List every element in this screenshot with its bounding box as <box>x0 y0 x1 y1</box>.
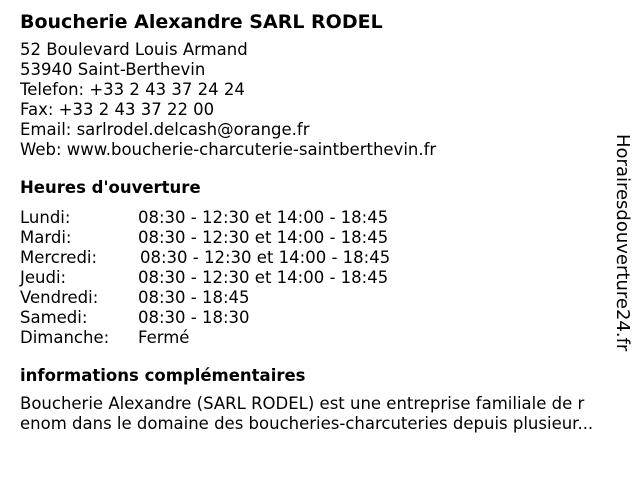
business-card <box>20 8 620 434</box>
contact-details <box>20 40 620 160</box>
hours-row-friday <box>20 288 620 308</box>
fax-text: Fax: +33 2 43 37 22 00 <box>20 100 215 119</box>
hours-row-tuesday <box>20 228 620 248</box>
day-hours: 08:30 - 12:30 et 14:00 - 18:45 <box>138 228 389 247</box>
hours-row-thursday <box>20 268 620 288</box>
day-hours: Fermé <box>138 328 190 347</box>
day-label: Jeudi: <box>20 268 67 287</box>
address-line2: 53940 Saint-Berthevin <box>20 60 206 79</box>
day-label: Dimanche: <box>20 328 110 347</box>
day-label: Mercredi: <box>20 248 98 267</box>
info-description <box>20 394 618 434</box>
day-hours: 08:30 - 12:30 et 14:00 - 18:45 <box>138 268 389 287</box>
hours-row-saturday <box>20 308 620 328</box>
site-watermark: Horairesdouverture24.fr <box>612 134 633 352</box>
business-title: Boucherie Alexandre SARL RODEL <box>20 11 383 33</box>
day-label: Mardi: <box>20 228 72 247</box>
hours-table <box>20 208 620 348</box>
info-heading: informations complémentaires <box>20 366 306 385</box>
hours-row-wednesday <box>20 248 620 268</box>
day-hours: 08:30 - 12:30 et 14:00 - 18:45 <box>140 248 391 267</box>
day-label: Vendredi: <box>20 288 99 307</box>
day-hours: 08:30 - 18:30 <box>138 308 250 327</box>
hours-row-sunday <box>20 328 620 348</box>
info-line2: enom dans le domaine des boucheries-charcuteries depuis plusieur... <box>20 414 594 433</box>
hours-row-monday <box>20 208 620 228</box>
day-label: Samedi: <box>20 308 88 327</box>
day-hours: 08:30 - 12:30 et 14:00 - 18:45 <box>138 208 389 227</box>
web-text: Web: www.boucherie-charcuterie-saintberthevin.fr <box>20 140 437 159</box>
day-hours: 08:30 - 18:45 <box>138 288 250 307</box>
info-line1: Boucherie Alexandre (SARL RODEL) est une entreprise familiale de r <box>20 394 585 413</box>
day-label: Lundi: <box>20 208 71 227</box>
phone-text: Telefon: +33 2 43 37 24 24 <box>20 80 245 99</box>
address-line1: 52 Boulevard Louis Armand <box>20 40 248 59</box>
hours-heading: Heures d'ouverture <box>20 178 201 197</box>
email-text: Email: sarlrodel.delcash@orange.fr <box>20 120 310 139</box>
